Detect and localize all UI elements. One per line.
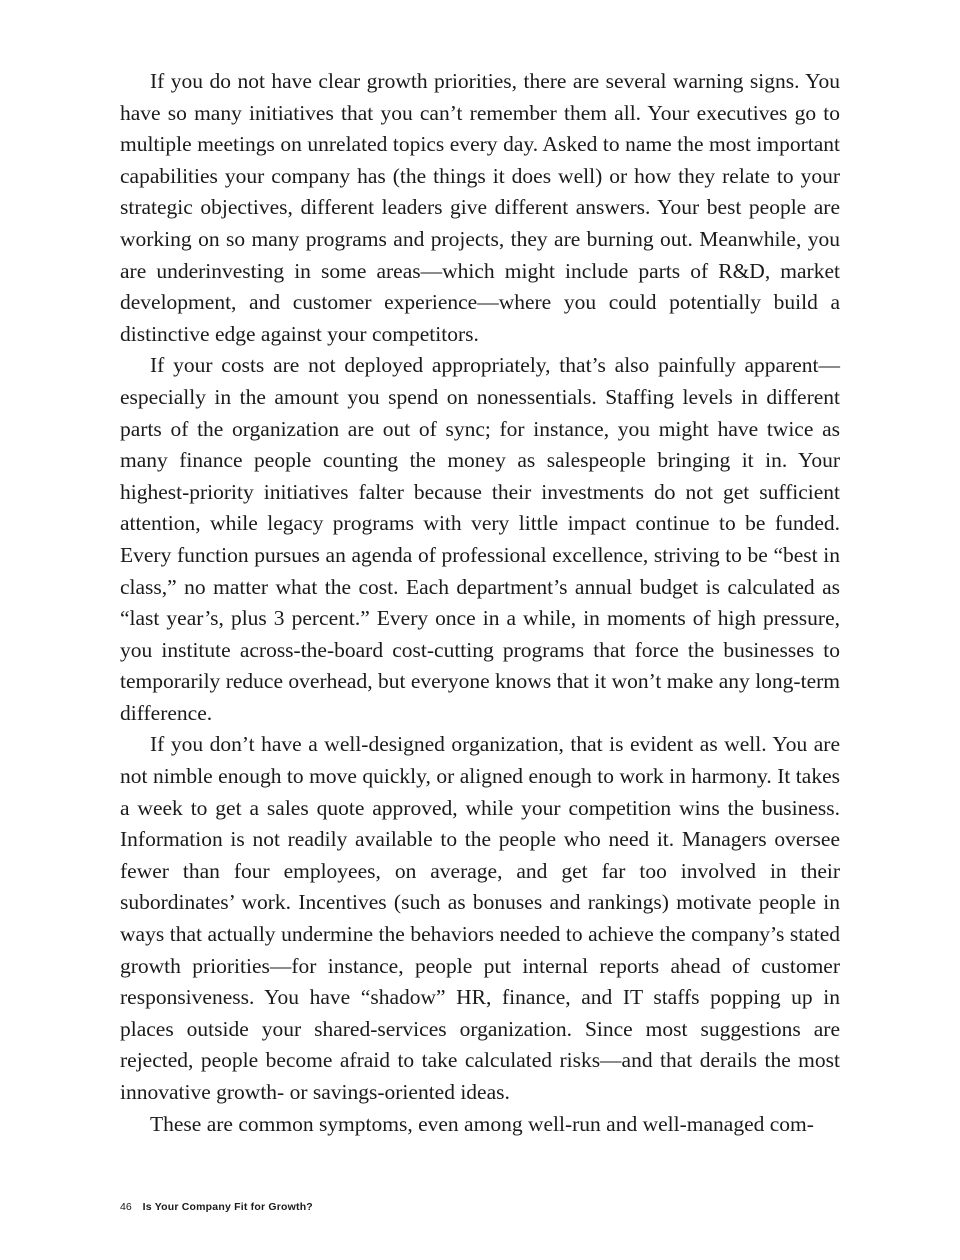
paragraph-costs: If your costs are not deployed appropriately, that’s also painfully apparent— especially in the amount you spend on nonessentials. Staffing levels in different parts of the organization are out of sync; for instance, you might have twice as many finance people counting the money as salespeople bringing it in. Your highest-priority initiatives falter because their investments do not get sufficient attention, while legacy programs with very little impact continue to be funded. Every function pursues an agenda of professional excellence, striving to be “best in class,” no matter what the cost. Each department’s annual budget is calculated as “last year’s, plus 3 percent.” Every once in a while, in moments of high pressure, you institute across-the-board cost-cutting programs that force the businesses to temporarily reduce overhead, but everyone knows that it won’t make any long-term difference.	[120, 353, 840, 725]
page-number: 46	[120, 1201, 132, 1213]
running-title: Is Your Company Fit for Growth?	[142, 1201, 313, 1213]
paragraph-common-symptoms: These are common symptoms, even among well-run and well-managed com-	[150, 1111, 814, 1136]
body-text	[120, 66, 840, 1140]
paragraph-growth-priorities: If you do not have clear growth priorities, there are several warning signs. You have so many initiatives that you can’t remember them all. Your executives go to multiple meetings on unrelated topics every day. Asked to name the most important capabilities your company has (the things it does well) or how they relate to your strategic objectives, different leaders give different answers. Your best people are working on so many programs and projects, they are burning out. Meanwhile, you are underinvesting in some areas—which might include parts of R&D, market development, and customer experience—where you could potentially build a distinctive edge against your competitors.	[120, 69, 840, 346]
paragraph-organization: If you don’t have a well-designed organization, that is evident as well. You are not nimble enough to move quickly, or aligned enough to work in harmony. It takes a week to get a sales quote approved, while your competition wins the business. Information is not readily available to the people who need it. Managers oversee fewer than four employees, on average, and get far too involved in their subordinates’ work. Incentives (such as bonuses and rankings) motivate people in ways that actually undermine the behaviors needed to achieve the company’s stated growth priorities—for instance, people put internal reports ahead of customer responsiveness. You have “shadow” HR, finance, and IT staffs popping up in places outside your shared-services organization. Since most suggestions are rejected, people become afraid to take calculated risks—and that derails the most innovative growth- or savings-oriented ideas.	[120, 732, 840, 1104]
page-footer	[120, 1201, 313, 1213]
